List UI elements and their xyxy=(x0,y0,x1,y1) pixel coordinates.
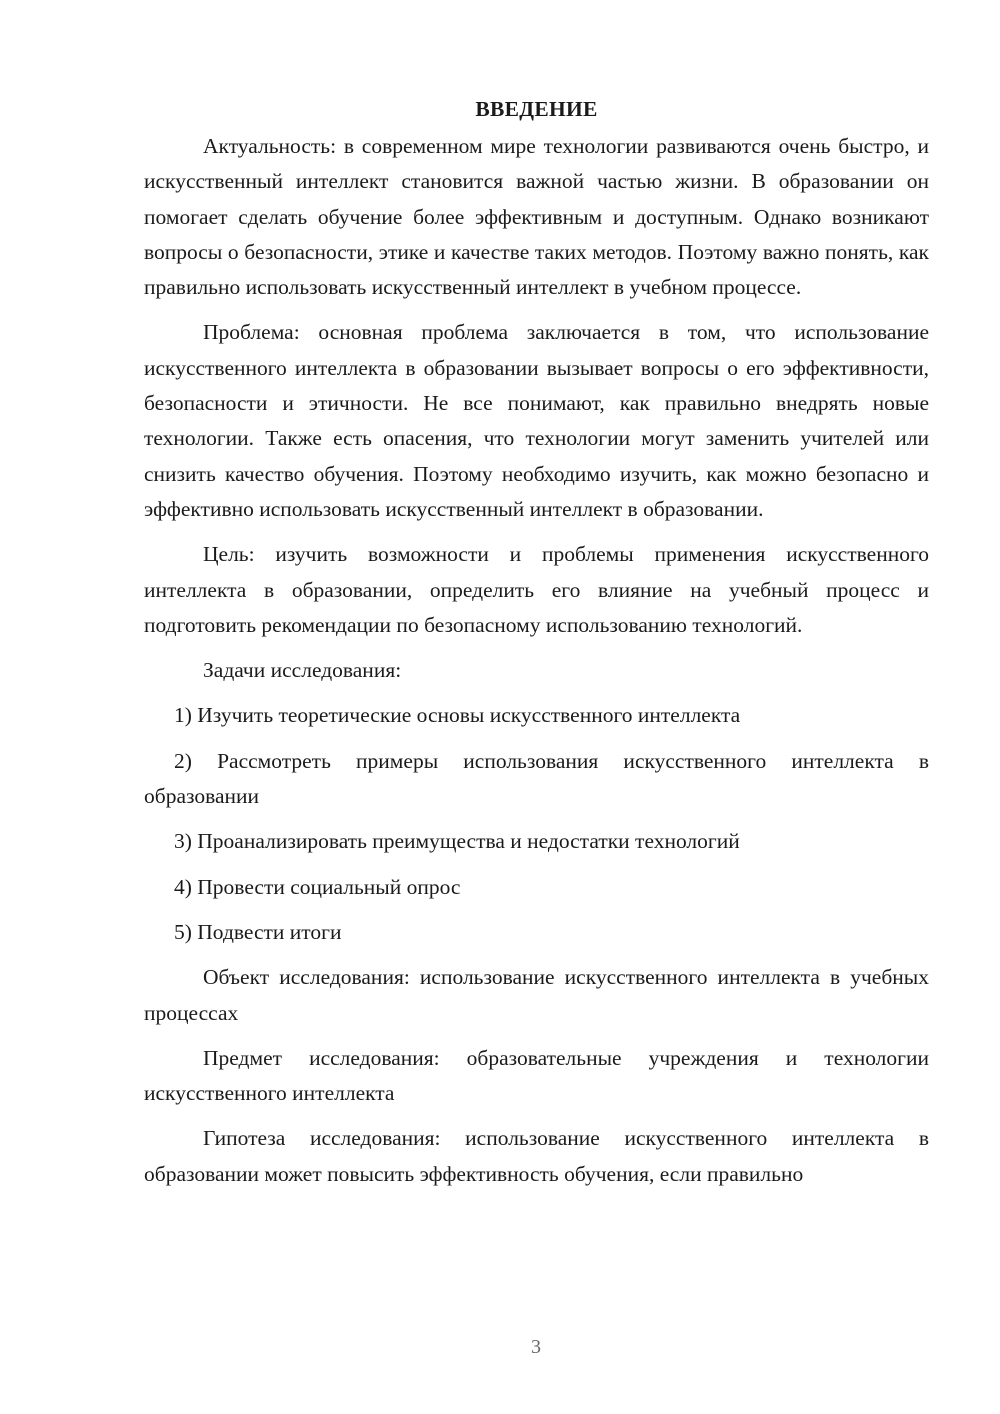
task-item-2: 2) Рассмотреть примеры использования искусственного интеллекта в образовании xyxy=(144,748,929,809)
page-content xyxy=(144,92,929,1192)
object-paragraph: Объект исследования: использование искусственного интеллекта в учебных процессах xyxy=(144,965,929,1025)
hypothesis-paragraph: Гипотеза исследования: использование искусственного интеллекта в образовании может повысить эффективность обучения, если правильно xyxy=(144,1126,929,1186)
task-item-1: 1) Изучить теоретические основы искусственного интеллекта xyxy=(174,703,741,728)
goal-paragraph: Цель: изучить возможности и проблемы применения искусственного интеллекта в образовании, определить его влияние на учебный процесс и подготовить рекомендации по безопасному использованию технологий. xyxy=(144,542,929,637)
task-item-5: 5) Подвести итоги xyxy=(174,919,342,944)
section-heading: ВВЕДЕНИЕ xyxy=(475,97,598,121)
problem-paragraph: Проблема: основная проблема заключается в том, что использование искусственного интеллекта в образовании вызывает вопросы о его эффективности, безопасности и этичности. Не все понимают, как правильно внедрять новые технологии. Также есть опасения, что технологии могут заменить учителей или снизить качество обучения. Поэтому необходимо изучить, как можно безопасно и эффективно использовать искусственный интеллект в образовании. xyxy=(144,320,929,521)
task-item-4: 4) Провести социальный опрос xyxy=(174,874,461,899)
tasks-title: Задачи исследования: xyxy=(203,658,402,683)
relevance-paragraph: Актуальность: в современном мире технологии развиваются очень быстро, и искусственный интеллект становится важной частью жизни. В образовании он помогает сделать обучение более эффективным и доступным. Однако возникают вопросы о безопасности, этике и качестве таких методов. Поэтому важно понять, как правильно использовать искусственный интеллект в учебном процессе. xyxy=(144,134,929,300)
subject-paragraph: Предмет исследования: образовательные учреждения и технологии искусственного интеллекта xyxy=(144,1045,929,1106)
task-item-3: 3) Проанализировать преимущества и недостатки технологий xyxy=(174,829,740,854)
page-number: 3 xyxy=(531,1336,541,1358)
